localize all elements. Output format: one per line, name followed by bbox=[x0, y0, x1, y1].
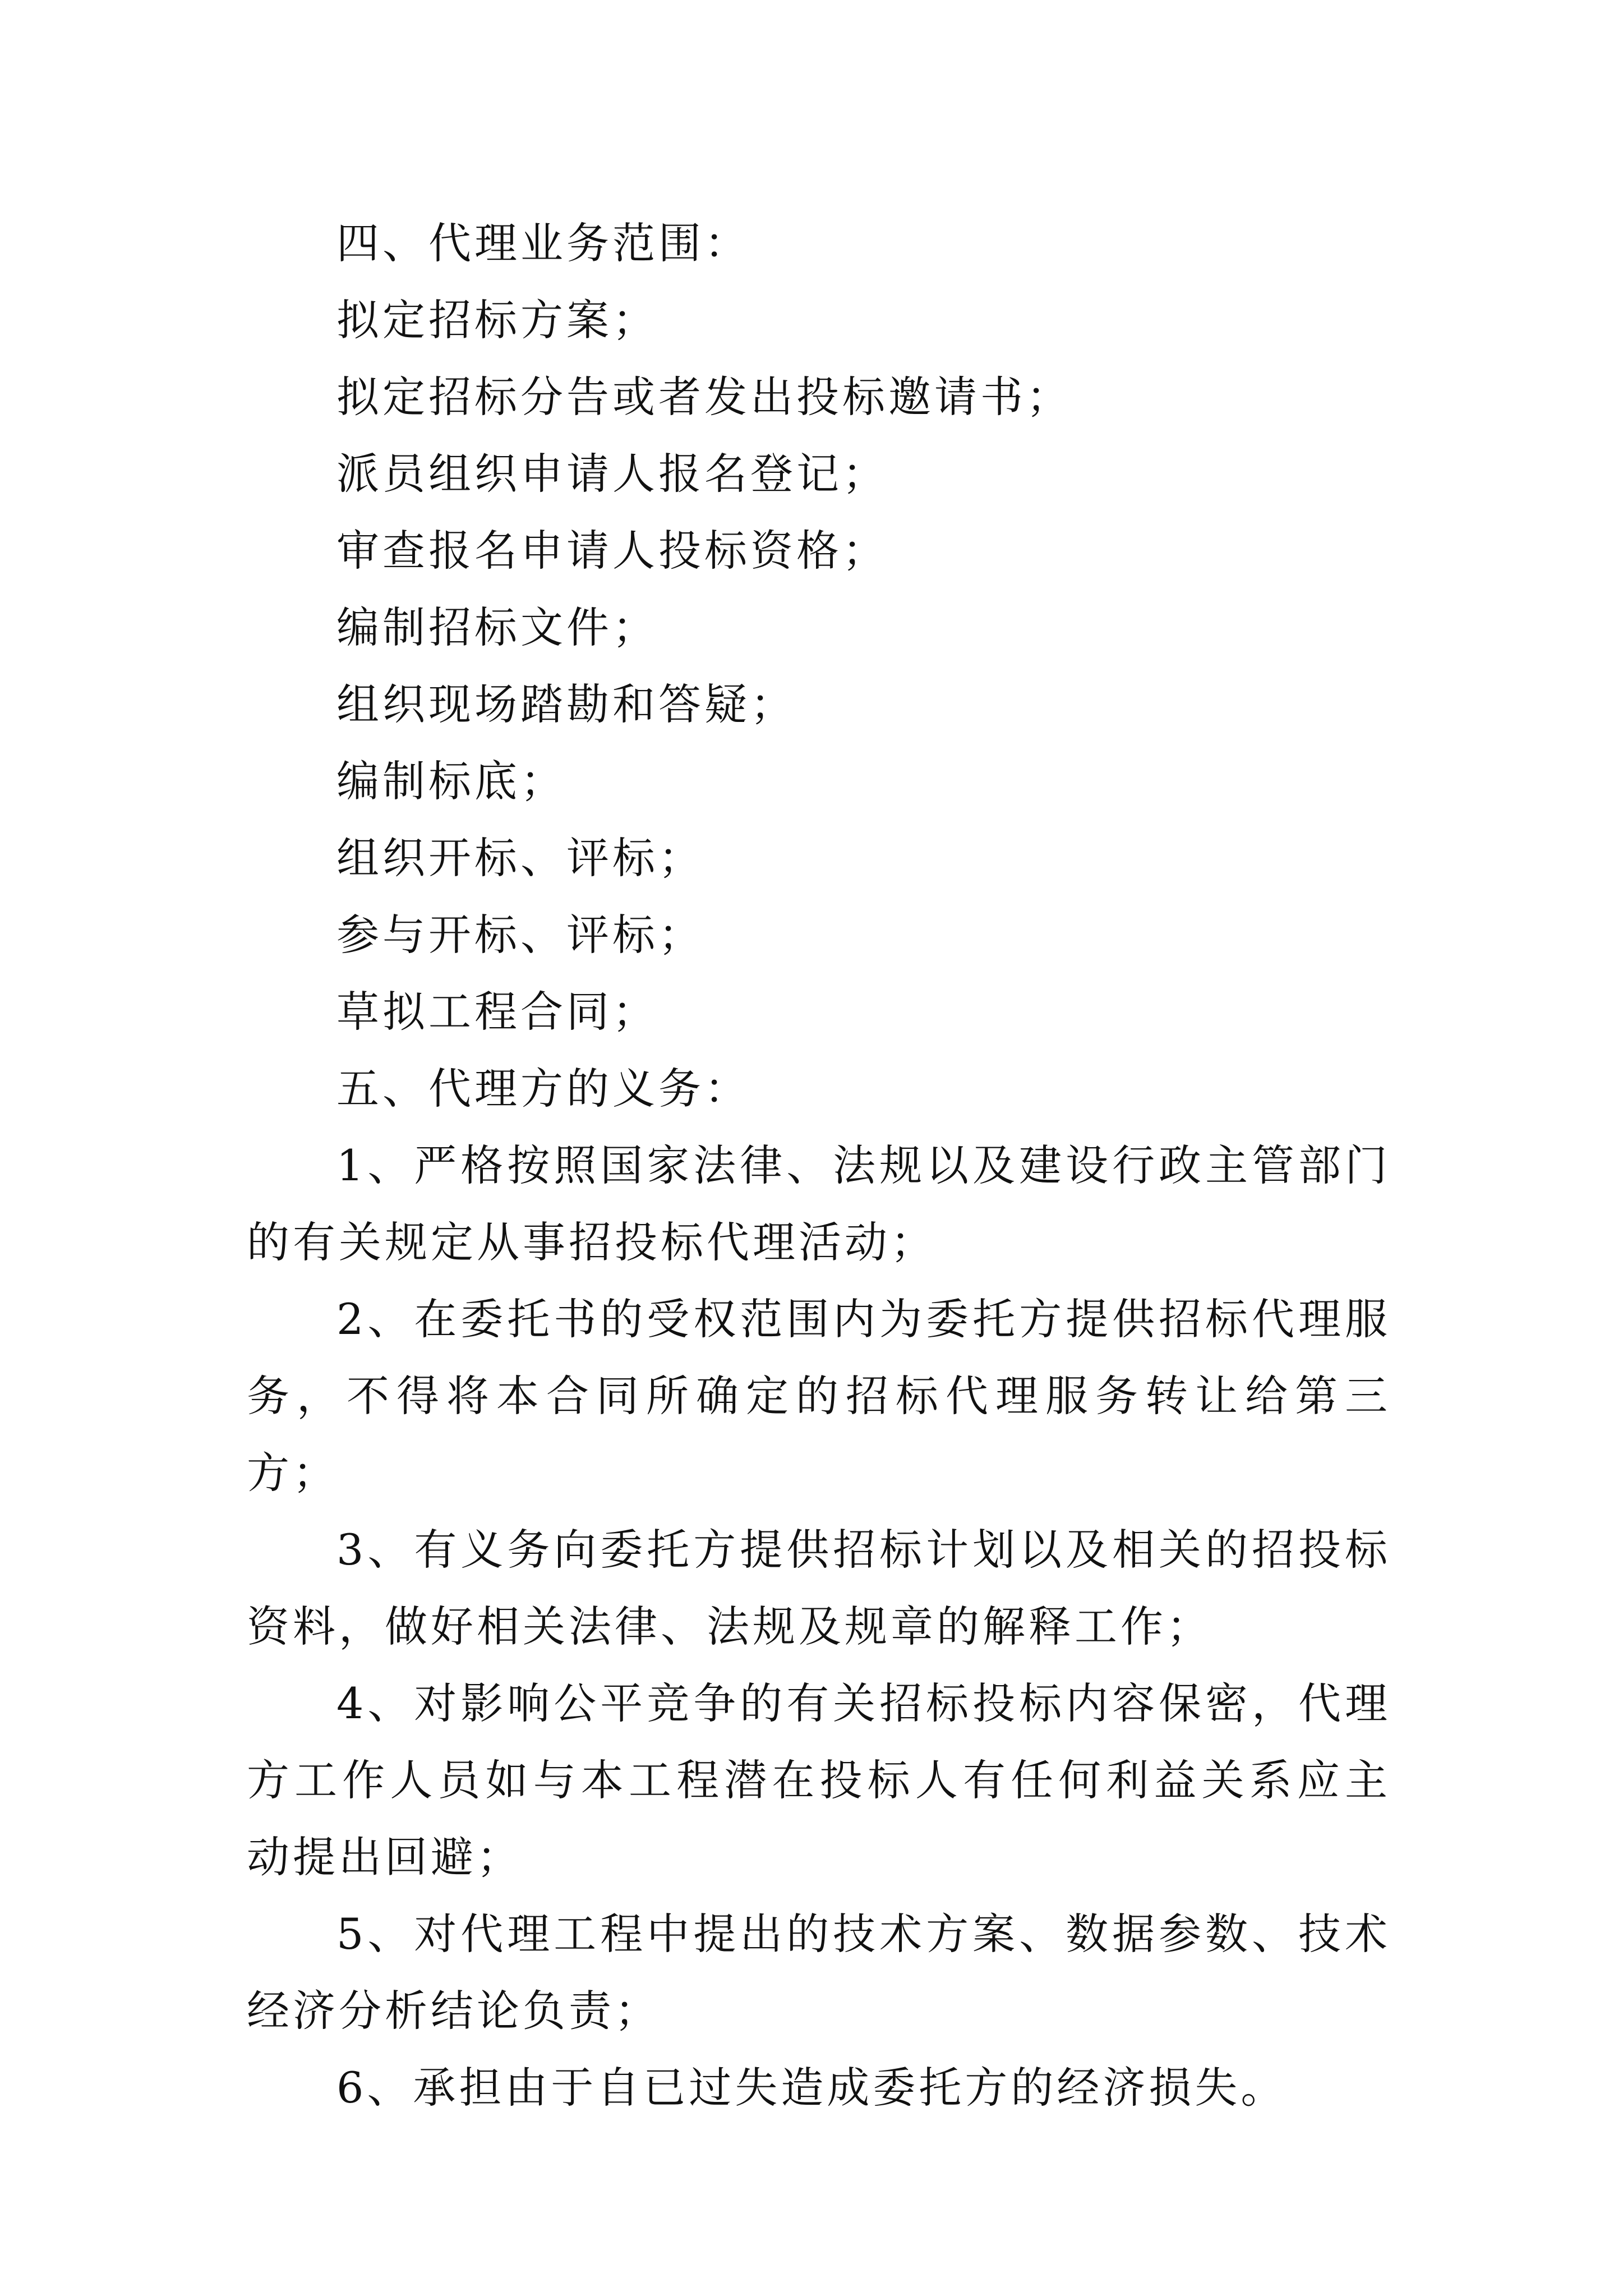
section-heading-agency-scope: 四、代理业务范围： bbox=[336, 218, 750, 268]
list-item: 派员组织申请人报名登记； bbox=[336, 449, 888, 499]
obligation-item-2: 2、在委托书的受权范围内为委托方提供招标代理服务，不得将本合同所确定的招标代理服务转让给第三方； bbox=[247, 1294, 1391, 1498]
obligation-item-6: 6、承担由于自已过失造成委托方的经济损失。 bbox=[336, 2063, 1287, 2113]
section-heading-agent-obligations: 五、代理方的义务： bbox=[336, 1064, 750, 1114]
obligation-item-4: 4、对影响公平竞争的有关招标投标内容保密，代理方工作人员如与本工程潜在投标人有任何利益关系应主动提出回避； bbox=[247, 1678, 1391, 1882]
list-item: 编制标底； bbox=[336, 756, 566, 806]
list-item: 组织开标、评标； bbox=[336, 833, 704, 883]
list-item: 审查报名申请人投标资格； bbox=[336, 526, 888, 576]
list-item: 编制招标文件； bbox=[336, 602, 658, 652]
list-item: 拟定招标分告或者发出投标邀请书； bbox=[336, 372, 1072, 422]
obligation-item-3: 3、有义务向委托方提供招标计划以及相关的招投标资料，做好相关法律、法规及规章的解释工作； bbox=[247, 1525, 1391, 1651]
list-item: 拟定招标方案； bbox=[336, 295, 658, 345]
list-item: 草拟工程合同； bbox=[336, 987, 658, 1037]
obligation-item-5: 5、对代理工程中提出的技术方案、数据参数、技术经济分析结论负责； bbox=[247, 1909, 1391, 2036]
list-item: 组织现场踏勘和答疑； bbox=[336, 679, 796, 729]
document-body bbox=[247, 205, 1391, 2126]
list-item: 参与开标、评标； bbox=[336, 910, 704, 960]
obligation-item-1: 1、严格按照国家法律、法规以及建设行政主管部门的有关规定从事招投标代理活动； bbox=[247, 1140, 1391, 1267]
